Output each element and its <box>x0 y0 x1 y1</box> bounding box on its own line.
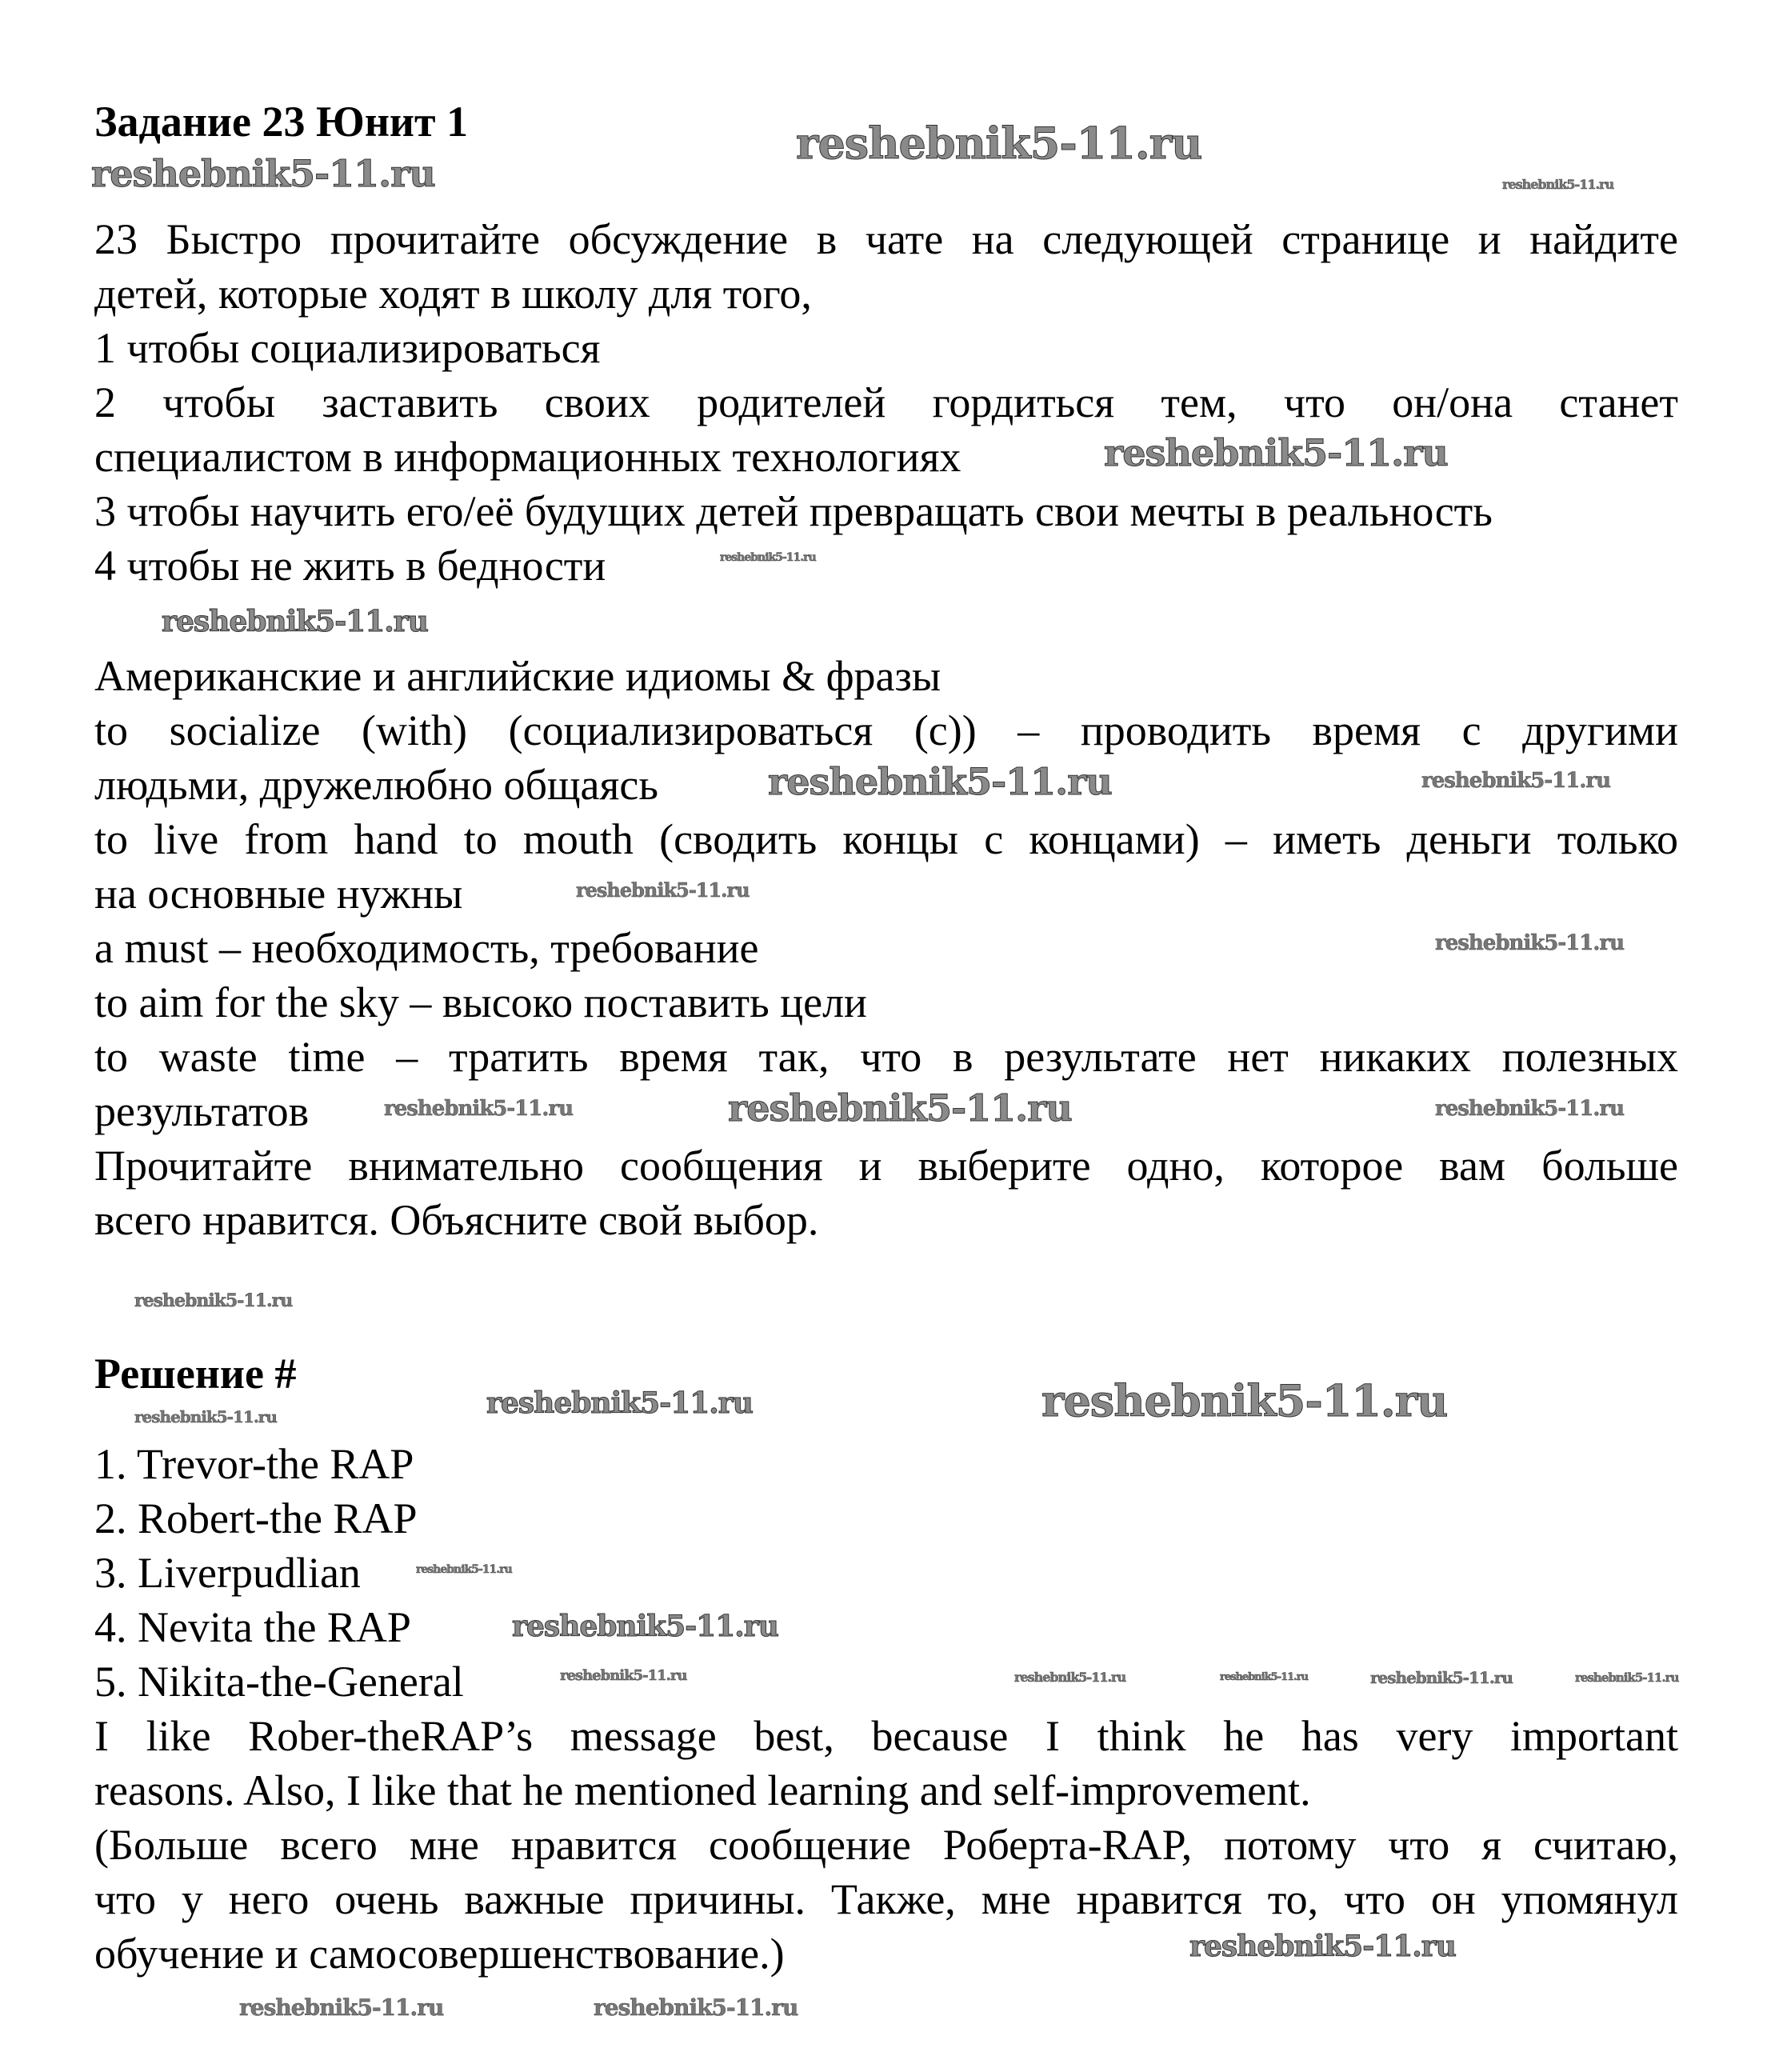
answer-translation: (Больше всего мне нравится сообщение Роберта-RAP, потому что я считаю, <box>94 1821 1678 1869</box>
idiom-line: на основные нужны <box>94 870 463 918</box>
idiom-line: to waste time – тратить время так, что в результате нет никаких полезных <box>94 1033 1678 1081</box>
watermark: reshebnik5-11.ru <box>1435 1097 1625 1121</box>
answer-text: reasons. Also, I like that he mentioned learning and self-improvement. <box>94 1766 1311 1814</box>
instruction-line: всего нравится. Объясните свой выбор. <box>94 1196 819 1244</box>
answer-item: 1. Trevor-the RAP <box>94 1440 414 1488</box>
idiom-line: результатов <box>94 1087 310 1135</box>
watermark: reshebnik5-11.ru <box>1575 1670 1679 1685</box>
answer-item: 4. Nevita the RAP <box>94 1603 411 1651</box>
answer-translation: что у него очень важные причины. Также, мне нравится то, что он упомянул <box>94 1875 1678 1923</box>
answer-item: 5. Nikita-the-General <box>94 1658 464 1706</box>
watermark: reshebnik5-11.ru <box>1104 431 1448 474</box>
watermark: reshebnik5-11.ru <box>594 1994 798 2021</box>
watermark: reshebnik5-11.ru <box>1220 1671 1309 1683</box>
watermark: reshebnik5-11.ru <box>162 605 428 638</box>
watermark: reshebnik5-11.ru <box>728 1086 1072 1130</box>
watermark: reshebnik5-11.ru <box>239 1994 444 2021</box>
task-line: 4 чтобы не жить в бедности <box>94 542 606 590</box>
watermark: reshebnik5-11.ru <box>796 118 1202 169</box>
watermark: reshebnik5-11.ru <box>576 878 750 902</box>
idiom-line: to live from hand to mouth (сводить концы с концами) – иметь деньги только <box>94 815 1678 863</box>
watermark: reshebnik5-11.ru <box>1189 1930 1456 1963</box>
watermark: reshebnik5-11.ru <box>1041 1375 1448 1426</box>
watermark: reshebnik5-11.ru <box>134 1407 277 1426</box>
watermark: reshebnik5-11.ru <box>416 1563 512 1576</box>
instruction-line: Прочитайте внимательно сообщения и выберите одно, которое вам больше <box>94 1142 1678 1190</box>
watermark: reshebnik5-11.ru <box>1421 769 1611 793</box>
watermark: reshebnik5-11.ru <box>560 1667 687 1684</box>
watermark: reshebnik5-11.ru <box>1502 177 1614 192</box>
watermark: reshebnik5-11.ru <box>91 152 435 195</box>
task-line: специалистом в информационных технологиях <box>94 433 961 481</box>
watermark: reshebnik5-11.ru <box>512 1610 778 1643</box>
idiom-line: to aim for the sky – высоко поставить цели <box>94 978 867 1026</box>
task-line: 1 чтобы социализироваться <box>94 324 601 372</box>
watermark: reshebnik5-11.ru <box>1014 1670 1126 1685</box>
answer-translation: обучение и самосовершенствование.) <box>94 1930 785 1978</box>
watermark: reshebnik5-11.ru <box>134 1290 293 1311</box>
watermark: reshebnik5-11.ru <box>1435 931 1625 955</box>
task-line: детей, которые ходят в школу для того, <box>94 270 812 318</box>
watermark: reshebnik5-11.ru <box>486 1386 753 1420</box>
solution-heading: Решение # <box>94 1350 297 1398</box>
idiom-line: a must – необходимость, требование <box>94 924 759 972</box>
watermark: reshebnik5-11.ru <box>720 551 816 564</box>
task-line: 23 Быстро прочитайте обсуждение в чате на следующей странице и найдите <box>94 215 1678 263</box>
task-line: 2 чтобы заставить своих родителей гордиться тем, что он/она станет <box>94 378 1678 426</box>
answer-text: I like Rober-theRAP’s message best, because I think he has very important <box>94 1712 1678 1760</box>
idiom-line: людьми, дружелюбно общаясь <box>94 761 658 809</box>
answer-item: 2. Robert-the RAP <box>94 1494 418 1542</box>
task-line: 3 чтобы научить его/её будущих детей превращать свои мечты в реальность <box>94 487 1493 535</box>
idiom-line: to socialize (with) (социализироваться (с)) – проводить время с другими <box>94 706 1678 754</box>
watermark: reshebnik5-11.ru <box>768 760 1112 803</box>
idioms-heading: Американские и английские идиомы & фразы <box>94 652 941 700</box>
answer-item: 3. Liverpudlian <box>94 1549 361 1597</box>
page-title: Задание 23 Юнит 1 <box>94 98 469 146</box>
watermark: reshebnik5-11.ru <box>384 1097 574 1121</box>
watermark: reshebnik5-11.ru <box>1370 1668 1513 1687</box>
